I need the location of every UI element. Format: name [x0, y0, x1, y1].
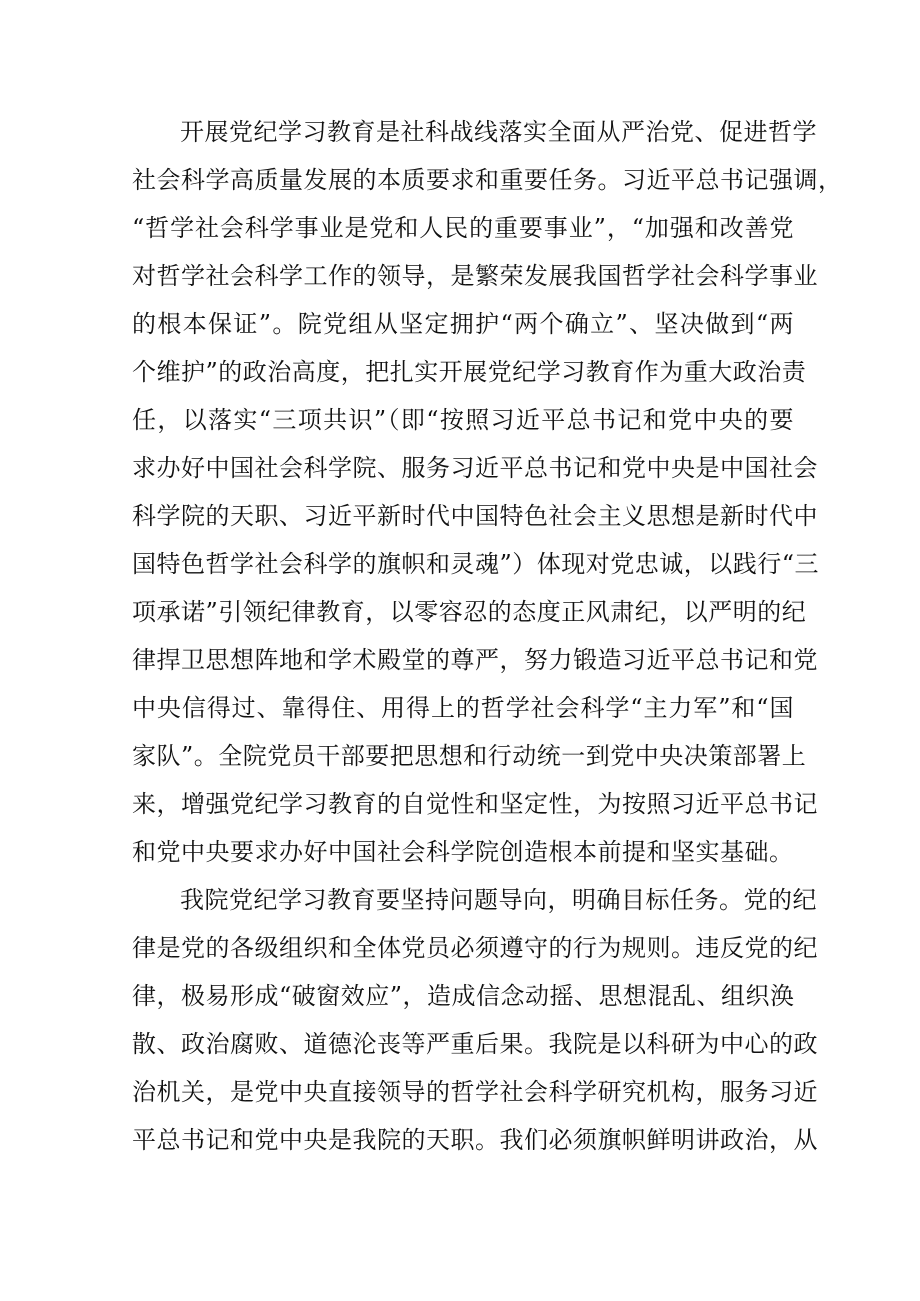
- paragraph-line: 和党中央要求办好中国社会科学院创造根本前提和坚实基础。: [132, 838, 794, 866]
- paragraph-line: 平总书记和党中央是我院的天职。我们必须旗帜鲜明讲政治，从: [132, 1126, 818, 1154]
- paragraph-line: 的根本保证”。院党组从坚定拥护“两个确立”、坚决做到“两: [132, 310, 794, 338]
- paragraph-line: 个维护”的政治高度，把扎实开展党纪学习教育作为重大政治责: [132, 358, 807, 386]
- paragraph-line: 我院党纪学习教育要坚持问题导向，明确目标任务。党的纪: [180, 886, 817, 914]
- paragraph-line: 来，增强党纪学习教育的自觉性和坚定性，为按照习近平总书记: [132, 790, 818, 818]
- paragraph-line: 律是党的各级组织和全体党员必须遵守的行为规则。违反党的纪: [132, 934, 818, 962]
- document-body: [132, 108, 843, 1164]
- paragraph-line: 国特色哲学社会科学的旗帜和灵魂”）体现对党忠诚，以践行“三: [132, 550, 820, 578]
- paragraph-line: 开展党纪学习教育是社科战线落实全面从严治党、促进哲学: [180, 118, 817, 146]
- paragraph-line: 项承诺”引领纪律教育，以零容忍的态度正风肃纪，以严明的纪: [132, 598, 807, 626]
- paragraph-line: 科学院的天职、习近平新时代中国特色社会主义思想是新时代中: [132, 502, 818, 530]
- paragraph-line: 律捍卫思想阵地和学术殿堂的尊严，努力锻造习近平总书记和党: [132, 646, 818, 674]
- paragraph-line: 社会科学高质量发展的本质要求和重要任务。习近平总书记强调，: [132, 166, 843, 194]
- paragraph-line: 散、政治腐败、道德沦丧等严重后果。我院是以科研为中心的政: [132, 1030, 818, 1058]
- paragraph-line: 对哲学社会科学工作的领导，是繁荣发展我国哲学社会科学事业: [132, 262, 818, 290]
- paragraph-line: “哲学社会科学事业是党和人民的重要事业”，“加强和改善党: [132, 214, 794, 242]
- paragraph-line: 治机关，是党中央直接领导的哲学社会科学研究机构，服务习近: [132, 1078, 818, 1106]
- paragraph-line: 律，极易形成“破窗效应”，造成信念动摇、思想混乱、组织涣: [132, 982, 795, 1010]
- paragraph-line: 家队”。全院党员干部要把思想和行动统一到党中央决策部署上: [132, 742, 807, 770]
- paragraph-line: 求办好中国社会科学院、服务习近平总书记和党中央是中国社会: [132, 454, 818, 482]
- paragraph-line: 任，以落实“三项共识”（即“按照习近平总书记和党中央的要: [132, 406, 794, 434]
- paragraph-1: [132, 108, 843, 876]
- paragraph-2: [132, 876, 818, 1164]
- paragraph-line: 中央信得过、靠得住、用得上的哲学社会科学“主力军”和“国: [132, 694, 794, 722]
